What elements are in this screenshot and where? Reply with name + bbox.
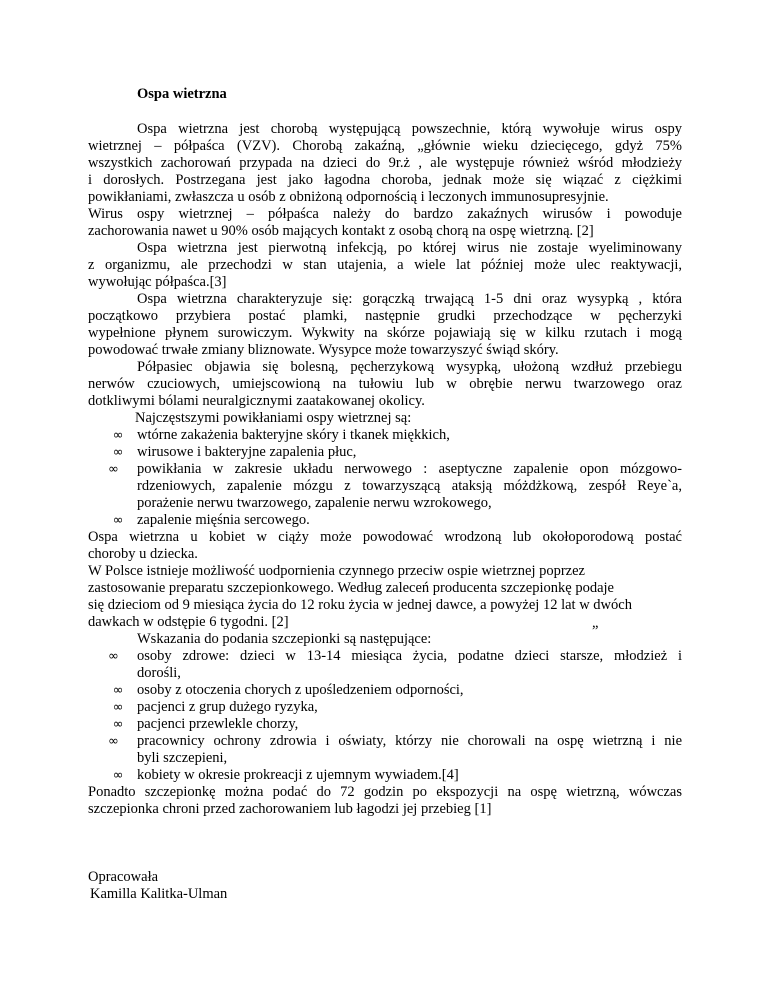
list-heading: Najczęstszymi powikłaniami ospy wietrznej są:	[135, 410, 412, 426]
list-item	[108, 648, 682, 665]
bullet-icon: ∞	[112, 717, 124, 732]
list-item	[108, 461, 682, 478]
list-item-continuation: rdzeniowych, zapalenie mózgu z towarzyszącą ataksją móżdżkową, zespół Reye`a,	[137, 478, 682, 494]
list-item-text: pacjenci z grup dużego ryzyka,	[137, 699, 318, 715]
list-heading: Wskazania do podania szczepionki są następujące:	[137, 631, 432, 647]
list-item-text: powikłania w zakresie układu nerwowego : aseptyczne zapalenie opon mózgowo-	[137, 461, 682, 477]
list-item-text: kobiety w okresie prokreacji z ujemnym wywiadem.[4]	[137, 767, 459, 783]
list-item-text: pracownicy ochrony zdrowia i oświaty, którzy nie chorowali na ospę wietrzną i nie	[137, 733, 682, 749]
bullet-icon: ∞	[108, 649, 119, 664]
paragraph-line: szczepionka chroni przed zachorowaniem lub łagodzi jej przebieg [1]	[88, 801, 492, 817]
list-item-continuation: dorośli,	[137, 665, 181, 681]
paragraph-line: się dzieciom od 9 miesiąca życia do 12 roku życia w jednej dawce, a powyżej 12 lat w dwóch	[88, 597, 632, 613]
bullet-icon: ∞	[108, 734, 119, 749]
list-item	[108, 733, 682, 750]
paragraph-line: i dorosłych. Postrzegana jest jako łagodna choroba, jednak może się wiązać z ciężkimi	[88, 172, 682, 188]
list-item	[112, 716, 682, 733]
list-item-text: osoby z otoczenia chorych z upośledzeniem odporności,	[137, 682, 464, 698]
list-item	[112, 699, 682, 716]
paragraph-line: powodować trwałe zmiany bliznowate. Wysypce może towarzyszyć świąd skóry.	[88, 342, 559, 358]
paragraph-line: zachorowania nawet u 90% osób mających kontakt z osobą chorą na ospę wietrzną. [2]	[88, 223, 594, 239]
list-item-text: pacjenci przewlekle chorzy,	[137, 716, 299, 732]
paragraph-line: choroby u dziecka.	[88, 546, 198, 562]
bullet-icon: ∞	[112, 683, 124, 698]
paragraph-line: nerwów czuciowych, umiejscowioną na tułowiu lub w obrębie nerwu twarzowego oraz	[88, 376, 682, 392]
paragraph-line: zastosowanie preparatu szczepionkowego. Według zaleceń producenta szczepionkę podaje	[88, 580, 614, 596]
list-item	[112, 444, 682, 461]
paragraph-line: Ospa wietrzna jest pierwotną infekcją, po której wirus nie zostaje wyeliminowany	[137, 240, 682, 256]
bullet-icon: ∞	[108, 462, 119, 477]
list-item	[112, 427, 682, 444]
paragraph-line: wypełnione płynem surowiczym. Wykwity na skórze pojawiają się w kilku rzutach i mogą	[88, 325, 682, 341]
paragraph-line: Ospa wietrzna u kobiet w ciąży może powodować wrodzoną lub okołoporodową postać	[88, 529, 682, 545]
paragraph-line: wietrznej – półpaśca (VZV). Chorobą zakaźną, „głównie wieku dziecięcego, gdyż 75%	[88, 138, 682, 154]
paragraph-line: Ospa wietrzna jest chorobą występującą powszechnie, którą wywołuje wirus ospy	[137, 121, 682, 137]
list-item	[112, 767, 682, 784]
bullet-icon: ∞	[112, 700, 124, 715]
bullet-icon: ∞	[112, 768, 124, 783]
list-item	[112, 512, 682, 529]
list-item	[112, 682, 682, 699]
list-item-continuation: porażenie nerwu twarzowego, zapalenie nerwu wzrokowego,	[137, 495, 492, 511]
paragraph-line: Półpasiec objawia się bolesną, pęcherzykową wysypką, ułożoną wzdłuż przebiegu	[137, 359, 682, 375]
paragraph-line: wszystkich zachorowań przypada na dzieci do 9r.ż , ale występuje również wśród młodzieży	[88, 155, 682, 171]
paragraph-line: Ponadto szczepionkę można podać do 72 godzin po ekspozycji na ospę wietrzną, wówczas	[88, 784, 682, 800]
list-item-continuation: byli szczepieni,	[137, 750, 228, 766]
paragraph-line: początkowo przybiera postać plamki, następnie grudki przechodzące w pęcherzyki	[88, 308, 682, 324]
bullet-icon: ∞	[112, 513, 124, 528]
bullet-icon: ∞	[112, 428, 124, 443]
paragraph-line: dotkliwymi bólami neuralgicznymi zaatakowanej okolicy.	[88, 393, 425, 409]
paragraph-line: dawkach w odstępie 6 tygodni. [2]	[88, 614, 289, 630]
stray-quote-mark: „	[592, 615, 599, 631]
list-item-text: wirusowe i bakteryjne zapalenia płuc,	[137, 444, 357, 460]
paragraph-line: z organizmu, ale przechodzi w stan utajenia, a wiele lat później może ulec reaktywacji,	[88, 257, 682, 273]
paragraph-line: wywołując półpaśca.[3]	[88, 274, 227, 290]
list-item-text: zapalenie mięśnia sercowego.	[137, 512, 310, 528]
list-item-text: wtórne zakażenia bakteryjne skóry i tkanek miękkich,	[137, 427, 450, 443]
paragraph-line: Wirus ospy wietrznej – półpaśca należy do bardzo zakaźnych wirusów i powoduje	[88, 206, 682, 222]
signature-name: Kamilla Kalitka-Ulman	[90, 886, 228, 902]
list-item-text: osoby zdrowe: dzieci w 13-14 miesiąca życia, podatne dzieci starsze, młodzież i	[137, 648, 682, 664]
paragraph-line: Ospa wietrzna charakteryzuje się: gorączką trwającą 1-5 dni oraz wysypką , która	[137, 291, 682, 307]
paragraph-line: powikłaniami, zwłaszcza u osób z obniżoną odpornością i leczonych immunosupresyjnie.	[88, 189, 609, 205]
bullet-icon: ∞	[112, 445, 124, 460]
paragraph-line: W Polsce istnieje możliwość uodpornienia czynnego przeciw ospie wietrznej poprzez	[88, 563, 585, 579]
signature-label: Opracowała	[88, 869, 159, 885]
document-title: Ospa wietrzna	[137, 86, 227, 102]
